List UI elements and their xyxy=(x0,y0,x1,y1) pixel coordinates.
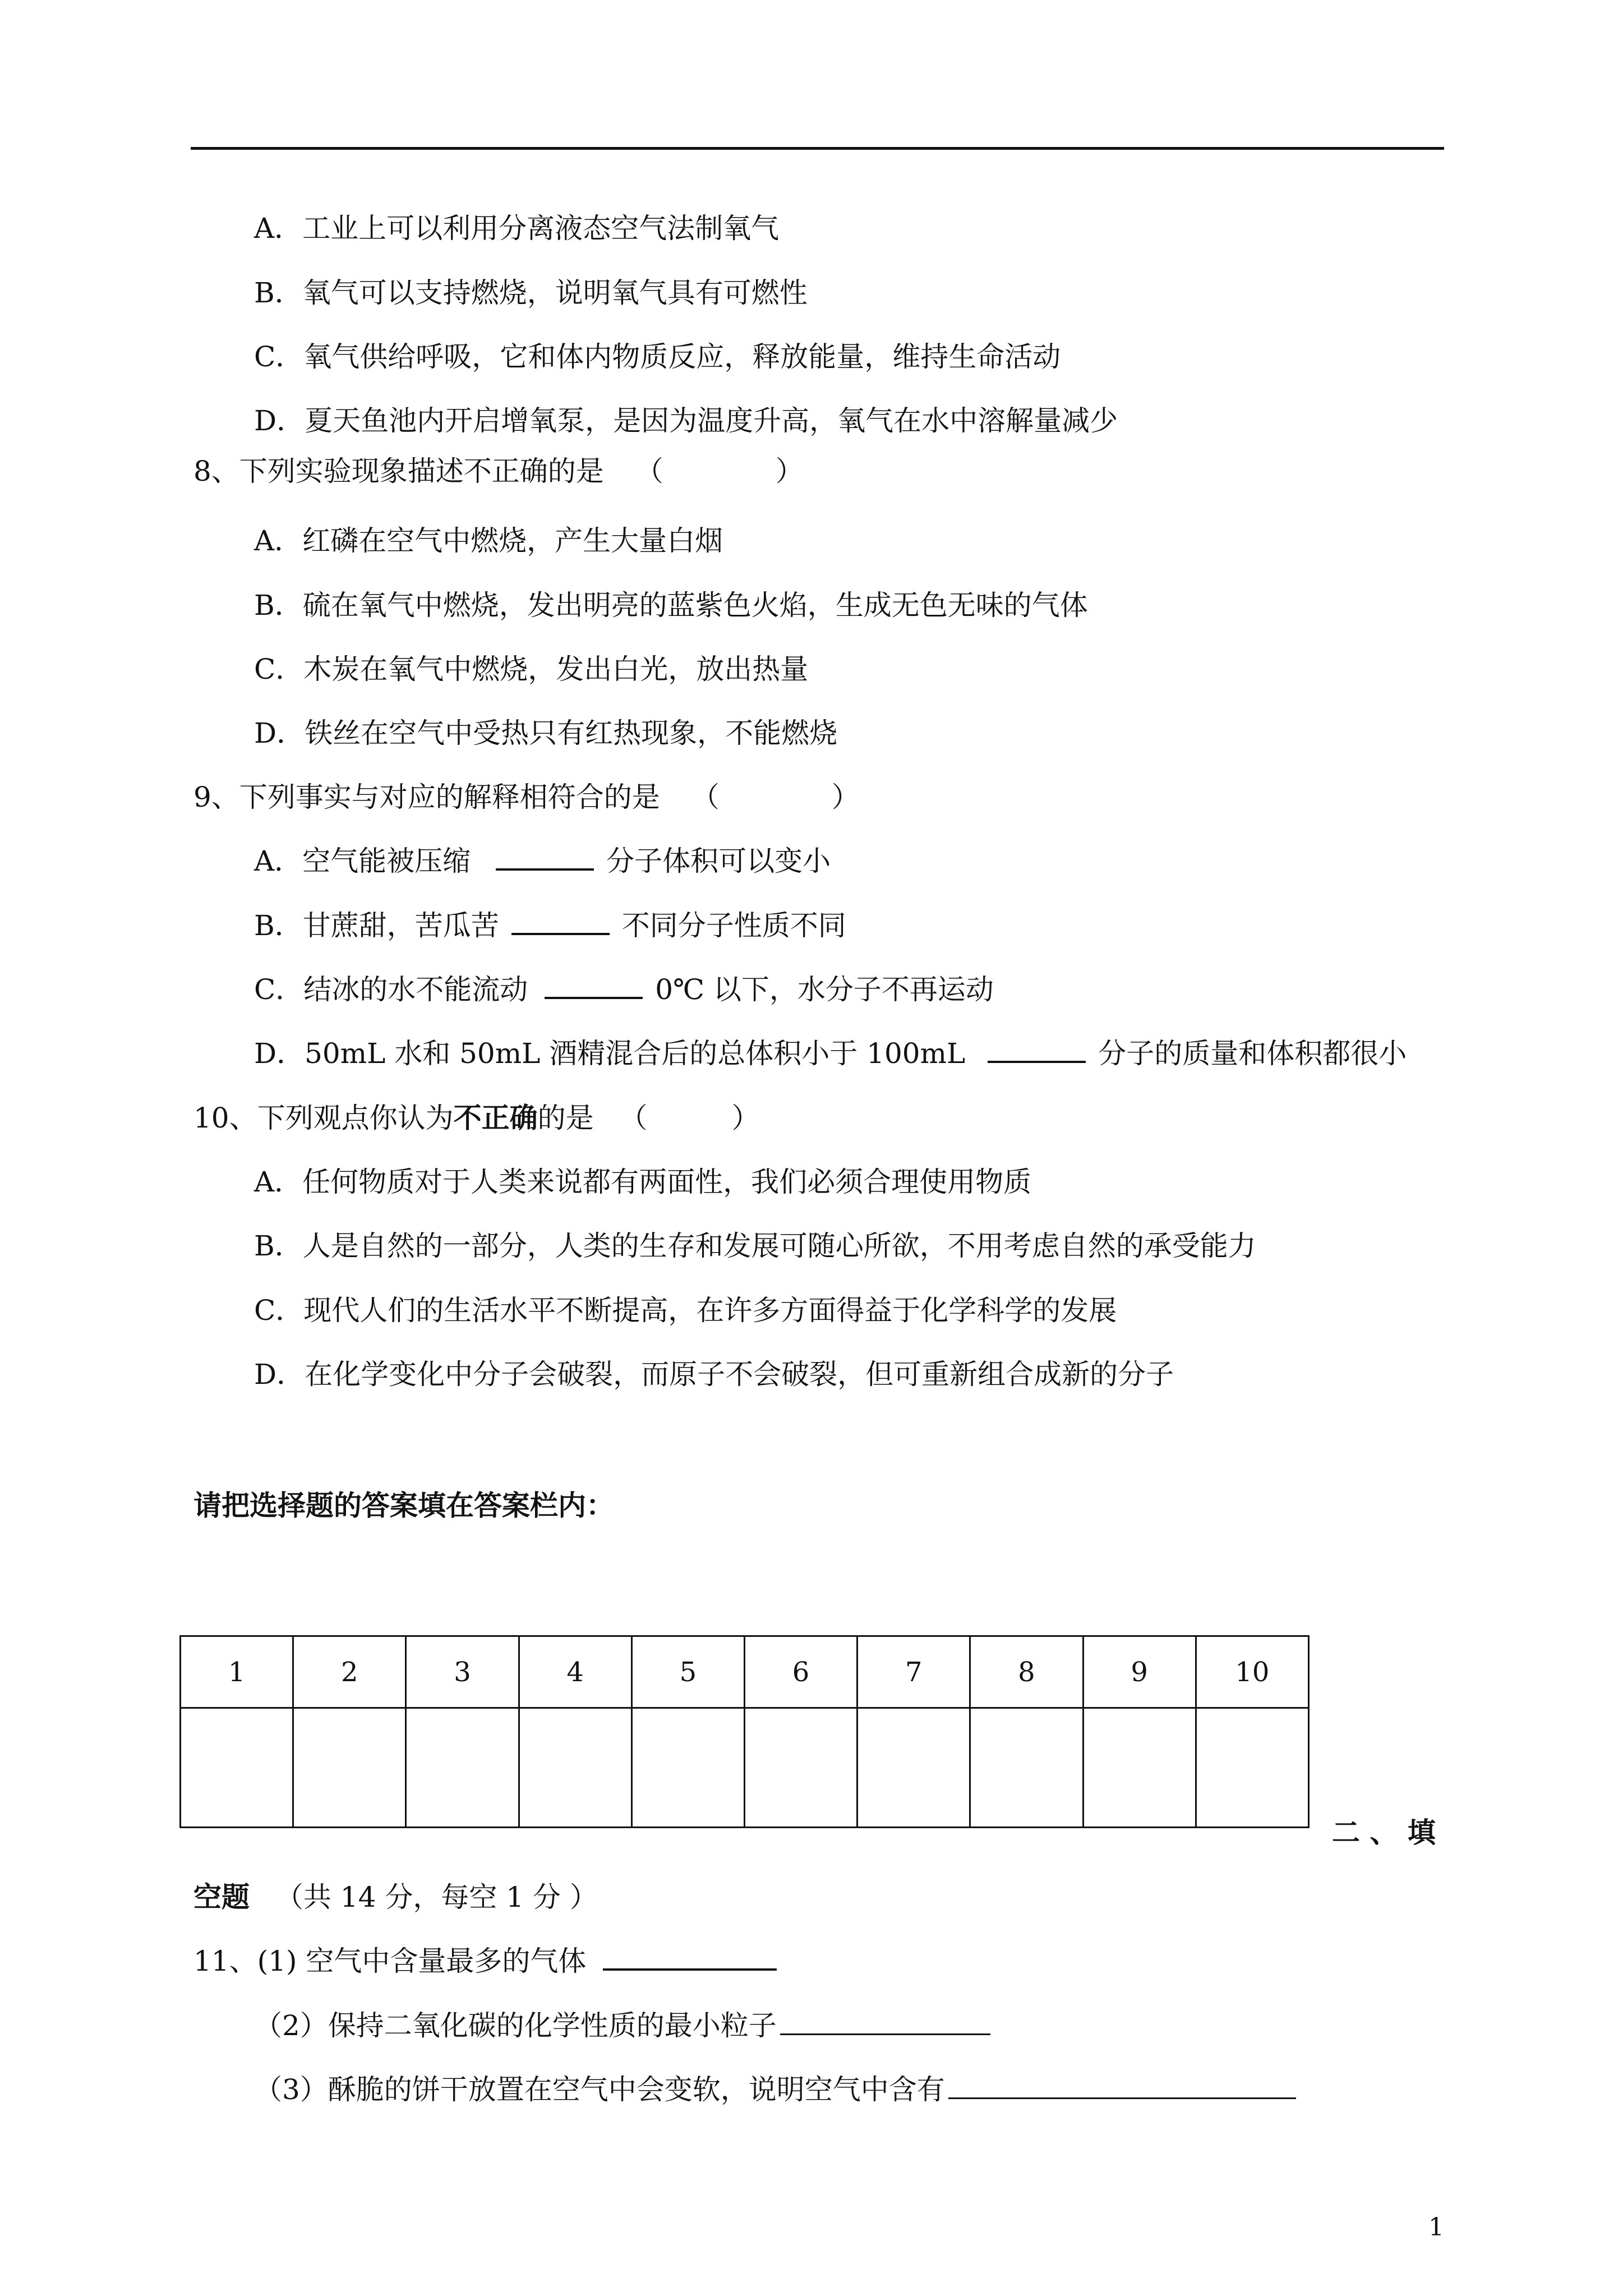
answer-cell xyxy=(406,1708,519,1828)
q11-part1-blank xyxy=(603,1945,777,1971)
q7-option-d: D．夏天鱼池内开启增氧泵，是因为温度升高，氧气在水中溶解量减少 xyxy=(254,404,1118,437)
q11-part2-blank xyxy=(780,2010,990,2035)
q11-part3 xyxy=(254,2073,1308,2106)
answer-cell xyxy=(1083,1708,1196,1828)
section2-title-part1: 二 、 填 xyxy=(1332,1816,1436,1849)
section2-note: （共 14 分，每空 1 分 ） xyxy=(275,1881,598,1913)
q11-part2-text: （2）保持二氧化碳的化学性质的最小粒子 xyxy=(254,2009,777,2042)
answer-table-header: 8 xyxy=(970,1636,1083,1708)
answer-table-header: 6 xyxy=(744,1636,857,1708)
section2-title-line xyxy=(193,1880,598,1914)
answer-table-header: 2 xyxy=(293,1636,406,1708)
q9-d-fact: D．50mL 水和 50mL 酒精混合后的总体积小于 100mL xyxy=(254,1037,966,1070)
answer-table-header: 5 xyxy=(631,1636,744,1708)
answer-cell xyxy=(631,1708,744,1828)
answer-table-header: 10 xyxy=(1196,1636,1308,1708)
page-number: 1 xyxy=(1428,2213,1444,2242)
q9-a-connector-line xyxy=(496,845,594,871)
q9-a-fact: A．空气能被压缩 xyxy=(254,845,471,877)
header-rule xyxy=(191,147,1444,150)
q9-stem xyxy=(193,780,860,814)
q10-option-a: A．任何物质对于人类来说都有两面性，我们必须合理使用物质 xyxy=(254,1166,1032,1198)
q9-option-b xyxy=(254,909,846,942)
q8-option-c: C．木炭在氧气中燃烧，发出白光，放出热量 xyxy=(254,653,809,685)
q11-part1 xyxy=(193,1944,789,1978)
q9-option-d xyxy=(254,1037,1407,1070)
answer-table-header: 7 xyxy=(857,1636,970,1708)
q8-stem xyxy=(193,454,804,488)
q7-option-a: A．工业上可以利用分离液态空气法制氧气 xyxy=(254,212,780,245)
answer-cell xyxy=(181,1708,293,1828)
q9-b-fact: B．甘蔗甜，苦瓜苦 xyxy=(254,909,499,942)
answer-table xyxy=(179,1635,1310,1828)
q11-part2 xyxy=(254,2009,1003,2042)
answer-table-header: 4 xyxy=(519,1636,631,1708)
q7-option-b: B．氧气可以支持燃烧，说明氧气具有可燃性 xyxy=(254,277,808,309)
q10-option-b: B．人是自然的一部分，人类的生存和发展可随心所欲，不用考虑自然的承受能力 xyxy=(254,1230,1256,1262)
answer-table-header: 1 xyxy=(181,1636,293,1708)
q7-option-c: C．氧气供给呼吸，它和体内物质反应，释放能量，维持生命活动 xyxy=(254,341,1061,373)
answer-table-header: 3 xyxy=(406,1636,519,1708)
q10-stem xyxy=(193,1101,760,1135)
answer-cell xyxy=(970,1708,1083,1828)
q9-c-explanation: 0℃ 以下，水分子不再运动 xyxy=(655,973,994,1006)
answer-cell xyxy=(293,1708,406,1828)
answer-prompt: 请把选择题的答案填在答案栏内： xyxy=(193,1489,614,1522)
answer-cell xyxy=(744,1708,857,1828)
q8-option-d: D．铁丝在空气中受热只有红热现象，不能燃烧 xyxy=(254,717,838,749)
answer-cell xyxy=(1196,1708,1308,1828)
q9-option-c xyxy=(254,973,994,1006)
q10-stem-prefix: 10、下列观点你认为 xyxy=(193,1102,454,1134)
q10-stem-emphasis: 不正确 xyxy=(453,1101,538,1134)
q9-c-connector-line xyxy=(545,973,643,999)
q10-answer-paren: （ ） xyxy=(619,1102,760,1134)
q11-part3-blank xyxy=(948,2074,1296,2099)
q9-stem-text: 9、下列事实与对应的解释相符合的是 xyxy=(193,781,660,813)
q8-answer-paren: （ ） xyxy=(635,455,804,487)
q9-d-connector-line xyxy=(988,1037,1086,1063)
q9-answer-paren: （ ） xyxy=(691,781,860,813)
answer-table-blank-row xyxy=(181,1708,1309,1828)
section2-title-part2: 空题 xyxy=(193,1880,250,1913)
answer-cell xyxy=(519,1708,631,1828)
q9-b-explanation: 不同分子性质不同 xyxy=(621,909,846,942)
q9-c-fact: C．结冰的水不能流动 xyxy=(254,973,528,1006)
q10-option-d: D．在化学变化中分子会破裂，而原子不会破裂，但可重新组合成新的分子 xyxy=(254,1358,1174,1391)
q8-stem-text: 8、下列实验现象描述不正确的是 xyxy=(193,455,604,487)
q11-part1-text: 11、(1) 空气中含量最多的气体 xyxy=(193,1945,587,1977)
q9-a-explanation: 分子体积可以变小 xyxy=(606,845,831,877)
q11-part3-text: （3）酥脆的饼干放置在空气中会变软，说明空气中含有 xyxy=(254,2073,945,2106)
q10-stem-suffix: 的是 xyxy=(537,1102,594,1134)
q9-option-a xyxy=(254,844,831,878)
q9-b-connector-line xyxy=(511,909,610,935)
answer-table-header: 9 xyxy=(1083,1636,1196,1708)
q9-d-explanation: 分子的质量和体积都很小 xyxy=(1098,1037,1407,1070)
q8-option-b: B．硫在氧气中燃烧，发出明亮的蓝紫色火焰，生成无色无味的气体 xyxy=(254,589,1088,622)
answer-cell xyxy=(857,1708,970,1828)
q10-option-c: C．现代人们的生活水平不断提高，在许多方面得益于化学科学的发展 xyxy=(254,1294,1117,1327)
q8-option-a: A．红磷在空气中燃烧，产生大量白烟 xyxy=(254,524,723,557)
answer-table-header-row xyxy=(181,1636,1309,1708)
